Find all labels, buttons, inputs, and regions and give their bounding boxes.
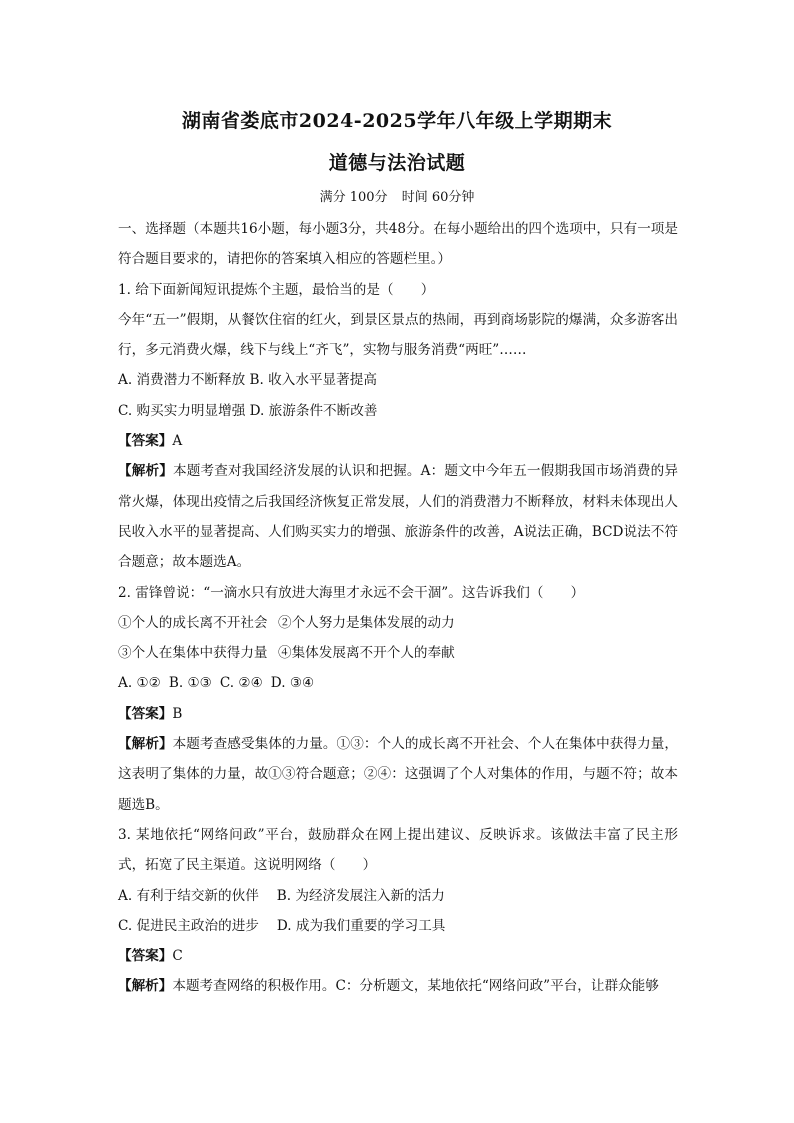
question-1-stem: 1. 给下面新闻短讯提炼个主题，最恰当的是（ ） <box>118 281 435 298</box>
question-2-items-row2 <box>118 638 678 668</box>
question-2-items-row1 <box>118 608 678 638</box>
analysis-text: 本题考查对我国经济发展的认识和把握。A：题文中今年五一假期我国市场消费的异常火爆，体现出疫情之后我国经济恢复正常发展，人们的消费潜力不断释放，材料未体现出人民收入水平的显著提高、人们购买实力的增强、旅游条件的改善，A说法正确，BCD说法不符合题意；故本题选A。 <box>118 463 679 571</box>
analysis-label: 【解析】 <box>118 736 173 753</box>
item-2: ②个人努力是集体发展的动力 <box>278 614 455 631</box>
answer-value: B <box>172 705 183 722</box>
question-3-stem: 3. 某地依托“网络问政”平台，鼓励群众在网上提出建议、反映诉求。该做法丰富了民主形式，拓宽了民主渠道。这说明网络（ ） <box>118 826 678 874</box>
item-1: ①个人的成长离不开社会 <box>118 614 268 631</box>
analysis-text: 本题考查感受集体的力量。①③：个人的成长离不开社会、个人在集体中获得力量，这表明了集体的力量，故①③符合题意；②④：这强调了个人对集体的作用，与题不符；故本题选B。 <box>118 736 678 813</box>
exam-meta <box>0 186 794 205</box>
question-1-options-ab: A. 消费潜力不断释放 B. 收入水平显著提高 <box>118 372 377 389</box>
question-1-material: 今年“五一”假期，从餐饮住宿的红火，到景区景点的热闹，再到商场影院的爆满，众多游客出行，多元消费火爆，线下与线上“齐飞”，实物与服务消费“两旺”…… <box>118 311 678 359</box>
answer-value: A <box>172 433 183 450</box>
answer-label: 【答案】 <box>118 948 173 965</box>
item-3: ③个人在集体中获得力量 <box>118 645 268 662</box>
option-a: A. ①② <box>118 675 161 692</box>
question-2-stem: 2. 雷锋曾说：“一滴水只有放进大海里才永远不会干涸”。这告诉我们（ ） <box>118 584 585 601</box>
exam-title: 湖南省娄底市2024-2025学年八年级上学期期末 <box>181 110 613 132</box>
question-3-options-cd: C. 促进民主政治的进步 D. 成为我们重要的学习工具 <box>118 917 446 934</box>
answer-label: 【答案】 <box>118 433 173 450</box>
full-score: 满分 100分 <box>319 190 388 205</box>
item-4: ④集体发展离不开个人的奉献 <box>278 645 455 662</box>
option-b: B. ①③ <box>168 675 212 692</box>
analysis-label: 【解析】 <box>118 978 173 995</box>
question-1-answer <box>118 426 678 456</box>
question-2-answer <box>118 699 678 729</box>
section-heading: 一、选择题（本题共16小题，每小题3分，共48分。在每小题给出的四个选项中，只有一项是符合题目要求的，请把你的答案填入相应的答题栏里。） <box>118 221 678 268</box>
question-2-options <box>118 668 678 698</box>
time-limit: 时间 60分钟 <box>401 190 475 205</box>
analysis-text: 本题考查网络的积极作用。C：分析题文，某地依托“网络问政”平台，让群众能够 <box>172 978 659 995</box>
question-1-options-cd: C. 购买实力明显增强 D. 旅游条件不断改善 <box>118 402 378 419</box>
analysis-label: 【解析】 <box>118 463 174 480</box>
exam-body <box>118 214 678 1002</box>
question-3-answer <box>118 941 678 971</box>
question-1-analysis <box>118 456 678 577</box>
answer-label: 【答案】 <box>118 705 173 722</box>
option-c: C. ②④ <box>219 675 263 692</box>
answer-value: C <box>172 948 183 965</box>
option-d: D. ③④ <box>270 675 315 692</box>
exam-subtitle: 道德与法治试题 <box>328 152 466 174</box>
question-3-options-ab: A. 有利于结交新的伙伴 B. 为经济发展注入新的活力 <box>118 887 445 904</box>
question-2-analysis <box>118 729 678 820</box>
question-3-analysis <box>118 971 678 1001</box>
